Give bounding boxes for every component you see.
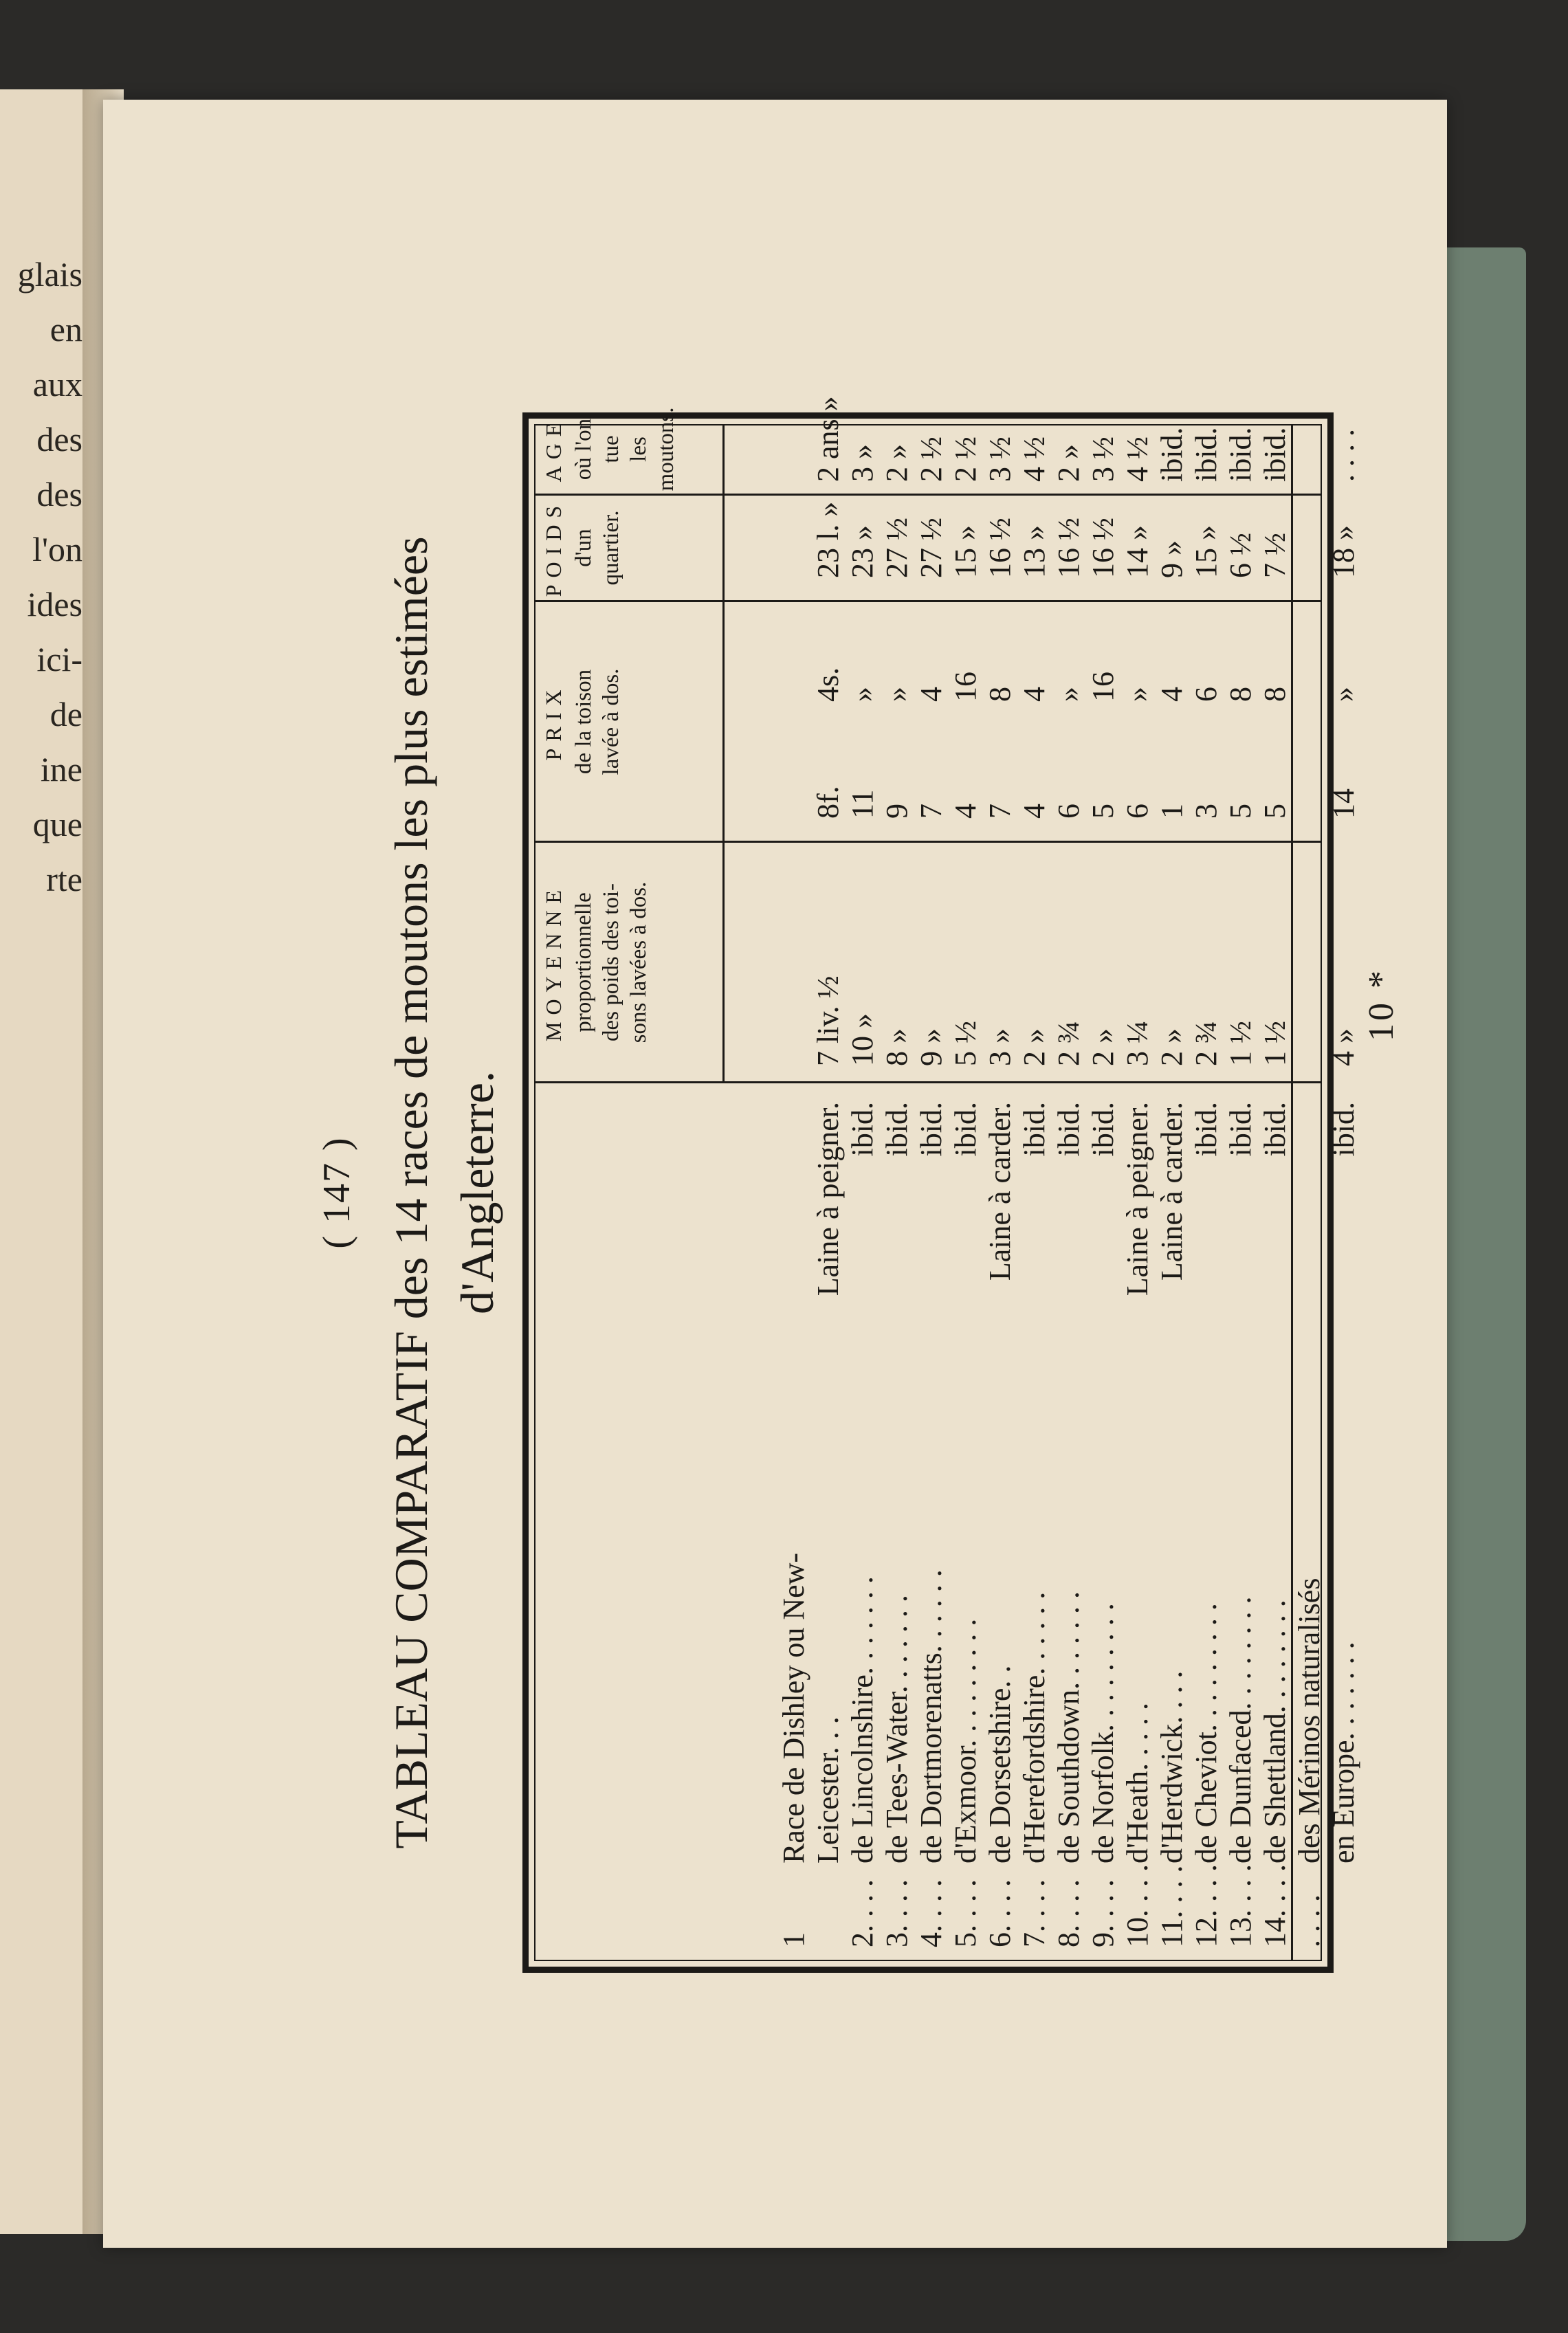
left-page-fragment: ine bbox=[40, 750, 82, 788]
table-row bbox=[1154, 425, 1191, 1960]
row-prix-sous: 8 bbox=[1258, 687, 1292, 702]
header-sub: sons lavées à dos. bbox=[626, 881, 651, 1043]
header-sub: d'un bbox=[571, 529, 596, 567]
row-breed: Race de Dishley ou New- bbox=[777, 1552, 810, 1864]
header-prix bbox=[540, 604, 720, 839]
row-wool-use: ibid. bbox=[1052, 1102, 1085, 1157]
header-sub: quartier. bbox=[599, 510, 623, 586]
row-poids: 18 » bbox=[1327, 525, 1360, 578]
table-row bbox=[879, 425, 916, 1960]
row-wool-use: Laine à carder. bbox=[983, 1102, 1017, 1281]
header-sub: où l'on tue bbox=[571, 418, 623, 480]
row-age: 3 » bbox=[846, 444, 879, 482]
row-wool-use: ibid. bbox=[1258, 1102, 1292, 1157]
row-prix-sous: » bbox=[880, 687, 914, 702]
table-row bbox=[1257, 425, 1294, 1960]
row-prix-sous: » bbox=[1327, 687, 1360, 702]
row-prix-francs: 5 bbox=[1086, 804, 1120, 819]
row-breed: de Cheviot. . . . . . . . . bbox=[1189, 1603, 1223, 1864]
row-poids: 27 ½ bbox=[880, 518, 914, 578]
row-prix-sous: 8 bbox=[1224, 687, 1257, 702]
row-age: 2 » bbox=[1052, 444, 1085, 482]
row-breed: de Lincolnshire. . . . . . . bbox=[846, 1576, 879, 1864]
header-sub: de la toison bbox=[571, 669, 596, 775]
row-poids: 16 ½ bbox=[983, 518, 1017, 578]
row-number: 8. . . . bbox=[1052, 1879, 1085, 1947]
header-moyenne-title: MOYENNE bbox=[541, 883, 566, 1041]
row-number: 2. . . . bbox=[846, 1879, 879, 1947]
row-breed: de Dunfaced. . . . . . . . bbox=[1224, 1596, 1257, 1864]
row-prix-francs: 9 bbox=[880, 804, 914, 819]
row-breed: d'Exmoor. . . . . . . . . bbox=[949, 1618, 982, 1864]
left-page-fragment: que bbox=[32, 805, 82, 843]
row-number: 13. . . . bbox=[1224, 1864, 1257, 1947]
row-moyenne: 1 ½ bbox=[1224, 1021, 1257, 1066]
table-row bbox=[845, 425, 882, 1960]
row-age: 3 ½ bbox=[983, 436, 1017, 482]
title-line: TABLEAU COMPARATIF des 14 races de moutons les plus estimées bbox=[385, 536, 437, 1849]
row-prix-sous: » bbox=[846, 687, 879, 702]
signature-mark: 10 * bbox=[1362, 968, 1401, 1041]
row-prix-sous: 8 bbox=[983, 687, 1017, 702]
row-number: 10. . . . bbox=[1120, 1864, 1154, 1947]
left-page-fragment: des bbox=[36, 420, 82, 458]
row-moyenne: 2 ¾ bbox=[1189, 1021, 1223, 1066]
left-page-fragment: aux bbox=[32, 365, 82, 403]
header-divider bbox=[722, 425, 725, 1083]
row-breed: de Shettland. . . . . . . . bbox=[1258, 1600, 1292, 1864]
row-poids: 27 ½ bbox=[914, 518, 948, 578]
row-age: 4 ½ bbox=[1120, 436, 1154, 482]
row-moyenne: 8 » bbox=[880, 1028, 914, 1066]
row-number: 1 bbox=[777, 1932, 810, 1947]
table-inner-frame bbox=[534, 396, 1360, 1961]
row-number: 3. . . . bbox=[880, 1879, 914, 1947]
row-prix-francs: 8f. bbox=[811, 786, 845, 819]
row-wool-use: Laine à peigner. bbox=[811, 1102, 845, 1296]
row-breed: des Mérinos naturalisés bbox=[1292, 1578, 1326, 1864]
row-prix-francs: 11 bbox=[846, 789, 879, 819]
table-row bbox=[1120, 425, 1157, 1960]
row-poids: 23 » bbox=[846, 525, 879, 578]
table-row bbox=[810, 396, 848, 1960]
left-page-fragment: des bbox=[36, 475, 82, 513]
row-age: 2 ½ bbox=[949, 436, 982, 482]
left-page-fragment: ides bbox=[27, 585, 82, 623]
row-number: . . . . bbox=[1292, 1894, 1326, 1947]
row-number: 12. . . . bbox=[1189, 1864, 1223, 1947]
table-row bbox=[948, 425, 985, 1960]
row-age: ibid. bbox=[1258, 427, 1292, 482]
row-number: 14. . . . bbox=[1258, 1864, 1292, 1947]
row-wool-use: ibid. bbox=[949, 1102, 982, 1157]
row-moyenne: 2 ¾ bbox=[1052, 1021, 1085, 1066]
book-page bbox=[103, 100, 1447, 2248]
comparison-table bbox=[522, 396, 1360, 1973]
row-poids: 13 » bbox=[1017, 525, 1051, 578]
row-prix-francs: 4 bbox=[949, 804, 982, 819]
row-number: 4. . . . bbox=[914, 1879, 948, 1947]
row-poids: 9 » bbox=[1155, 540, 1189, 578]
row-wool-use: ibid. bbox=[914, 1102, 948, 1157]
row-prix-sous: 16 bbox=[949, 672, 982, 702]
left-page-fragment: glais bbox=[17, 255, 82, 294]
row-prix-francs: 7 bbox=[914, 804, 948, 819]
row-age: 2 ans » bbox=[811, 396, 845, 482]
table-row bbox=[1292, 425, 1329, 1960]
rotated-content bbox=[309, 361, 1478, 2024]
table-row bbox=[1223, 425, 1260, 1960]
row-poids: 15 » bbox=[949, 525, 982, 578]
row-prix-francs: 3 bbox=[1189, 804, 1223, 819]
row-prix-francs: 4 bbox=[1017, 804, 1051, 819]
row-age: 4 ½ bbox=[1017, 436, 1051, 482]
header-age-title: AGE bbox=[541, 416, 566, 483]
row-poids: 6 ½ bbox=[1224, 533, 1257, 578]
row-moyenne: 2 » bbox=[1155, 1028, 1189, 1066]
row-wool-use: Laine à carder. bbox=[1155, 1102, 1189, 1281]
left-page-fragment: l'on bbox=[32, 530, 82, 568]
row-age: . . . . bbox=[1327, 429, 1360, 482]
row-wool-use: ibid. bbox=[880, 1102, 914, 1157]
row-breed: de Southdown. . . . . . . bbox=[1052, 1591, 1085, 1864]
table-row bbox=[1326, 425, 1363, 1960]
row-wool-use: ibid. bbox=[1086, 1102, 1120, 1157]
row-prix-sous: 4 bbox=[1155, 687, 1189, 702]
table-row bbox=[1051, 425, 1088, 1960]
row-moyenne: 9 » bbox=[914, 1028, 948, 1066]
row-breed: d'Herefordshire. . . . . . bbox=[1017, 1591, 1051, 1864]
row-moyenne: 1 ½ bbox=[1258, 1021, 1292, 1066]
row-breed: d'Herdwick. . . . bbox=[1155, 1670, 1189, 1864]
row-moyenne: 3 » bbox=[983, 1028, 1017, 1066]
row-breed: d'Heath. . . . . bbox=[1120, 1703, 1154, 1864]
row-poids: 23 l. » bbox=[811, 501, 845, 578]
row-number: 5. . . . bbox=[949, 1879, 982, 1947]
row-wool-use: ibid. bbox=[846, 1102, 879, 1157]
row-moyenne: 2 » bbox=[1086, 1028, 1120, 1066]
row-prix-sous: 6 bbox=[1189, 687, 1223, 702]
row-breed: en Europe. . . . . . . bbox=[1327, 1641, 1360, 1864]
row-age: 3 ½ bbox=[1086, 436, 1120, 482]
header-sub: proportionnelle bbox=[571, 892, 596, 1032]
row-moyenne: 3 ¼ bbox=[1120, 1021, 1154, 1066]
table-row bbox=[1017, 425, 1054, 1960]
left-page-fragment: de bbox=[49, 695, 82, 733]
left-page-fragment: en bbox=[49, 310, 82, 349]
row-poids: 16 ½ bbox=[1052, 518, 1085, 578]
row-age: 2 » bbox=[880, 444, 914, 482]
row-wool-use: Laine à peigner. bbox=[1120, 1102, 1154, 1296]
row-prix-francs: 1 bbox=[1155, 804, 1189, 819]
row-moyenne: 4 » bbox=[1327, 1028, 1360, 1066]
row-prix-sous: 4s. bbox=[811, 667, 845, 702]
row-wool-use: ibid. bbox=[1017, 1102, 1051, 1157]
page-number: ( 147 ) bbox=[316, 1136, 358, 1249]
row-moyenne: 10 » bbox=[846, 1013, 879, 1066]
row-age: ibid. bbox=[1189, 427, 1223, 482]
header-poids bbox=[540, 497, 720, 599]
row-prix-francs: 6 bbox=[1120, 804, 1154, 819]
row-breed: de Norfolk. . . . . . . . . bbox=[1086, 1603, 1120, 1864]
row-moyenne: 5 ½ bbox=[949, 1021, 982, 1066]
header-sub: lavée à dos. bbox=[599, 668, 623, 775]
row-number: 9. . . . bbox=[1086, 1879, 1120, 1947]
row-breed: de Tees-Water. . . . . . . bbox=[880, 1595, 914, 1864]
row-number: 11. . . . bbox=[1155, 1865, 1189, 1947]
header-sub: les moutons. bbox=[626, 407, 678, 491]
table-row bbox=[1189, 425, 1226, 1960]
row-prix-sous: 4 bbox=[1017, 687, 1051, 702]
row-prix-francs: 5 bbox=[1224, 804, 1257, 819]
row-wool-use: ibid. bbox=[1189, 1102, 1223, 1157]
table-row bbox=[914, 425, 951, 1960]
left-page-fragment: rte bbox=[46, 860, 82, 898]
header-age bbox=[540, 406, 720, 492]
row-prix-sous: » bbox=[1052, 687, 1085, 702]
row-prix-sous: 16 bbox=[1086, 672, 1120, 702]
row-poids: 16 ½ bbox=[1086, 518, 1120, 578]
row-age: ibid. bbox=[1155, 427, 1189, 482]
row-number: 7. . . . bbox=[1017, 1879, 1051, 1947]
table-row bbox=[776, 425, 813, 1960]
row-age: ibid. bbox=[1224, 427, 1257, 482]
row-number: 6. . . . bbox=[983, 1879, 1017, 1947]
table-row bbox=[982, 425, 1019, 1960]
row-moyenne: 2 » bbox=[1017, 1028, 1051, 1066]
row-prix-sous: 4 bbox=[914, 687, 948, 702]
row-prix-francs: 6 bbox=[1052, 804, 1085, 819]
row-breed: de Dortmorenatts. . . . . . bbox=[914, 1569, 948, 1864]
row-prix-sous: » bbox=[1120, 687, 1154, 702]
row-poids: 7 ½ bbox=[1258, 533, 1292, 578]
row-prix-francs: 5 bbox=[1258, 804, 1292, 819]
row-breed: Leicester. . . bbox=[811, 1716, 845, 1864]
table-row bbox=[1085, 425, 1123, 1960]
row-wool-use: ibid. bbox=[1327, 1102, 1360, 1157]
row-poids: 15 » bbox=[1189, 525, 1223, 578]
row-breed: de Dorsetshire. . bbox=[983, 1665, 1017, 1864]
row-age: 2 ½ bbox=[914, 436, 948, 482]
row-prix-francs: 14 bbox=[1327, 788, 1360, 819]
title-line: d'Angleterre. bbox=[451, 1071, 503, 1314]
left-page-fragment: ici- bbox=[36, 640, 82, 678]
header-prix-title: PRIX bbox=[541, 683, 566, 761]
header-poids-title: POIDS bbox=[541, 498, 566, 597]
page-title bbox=[378, 361, 510, 2024]
row-poids: 14 » bbox=[1120, 525, 1154, 578]
row-prix-francs: 7 bbox=[983, 804, 1017, 819]
header-moyenne bbox=[540, 845, 720, 1080]
header-sub: des poids des toi- bbox=[599, 883, 623, 1042]
row-moyenne: 7 liv. ½ bbox=[811, 975, 845, 1066]
row-wool-use: ibid. bbox=[1224, 1102, 1257, 1157]
